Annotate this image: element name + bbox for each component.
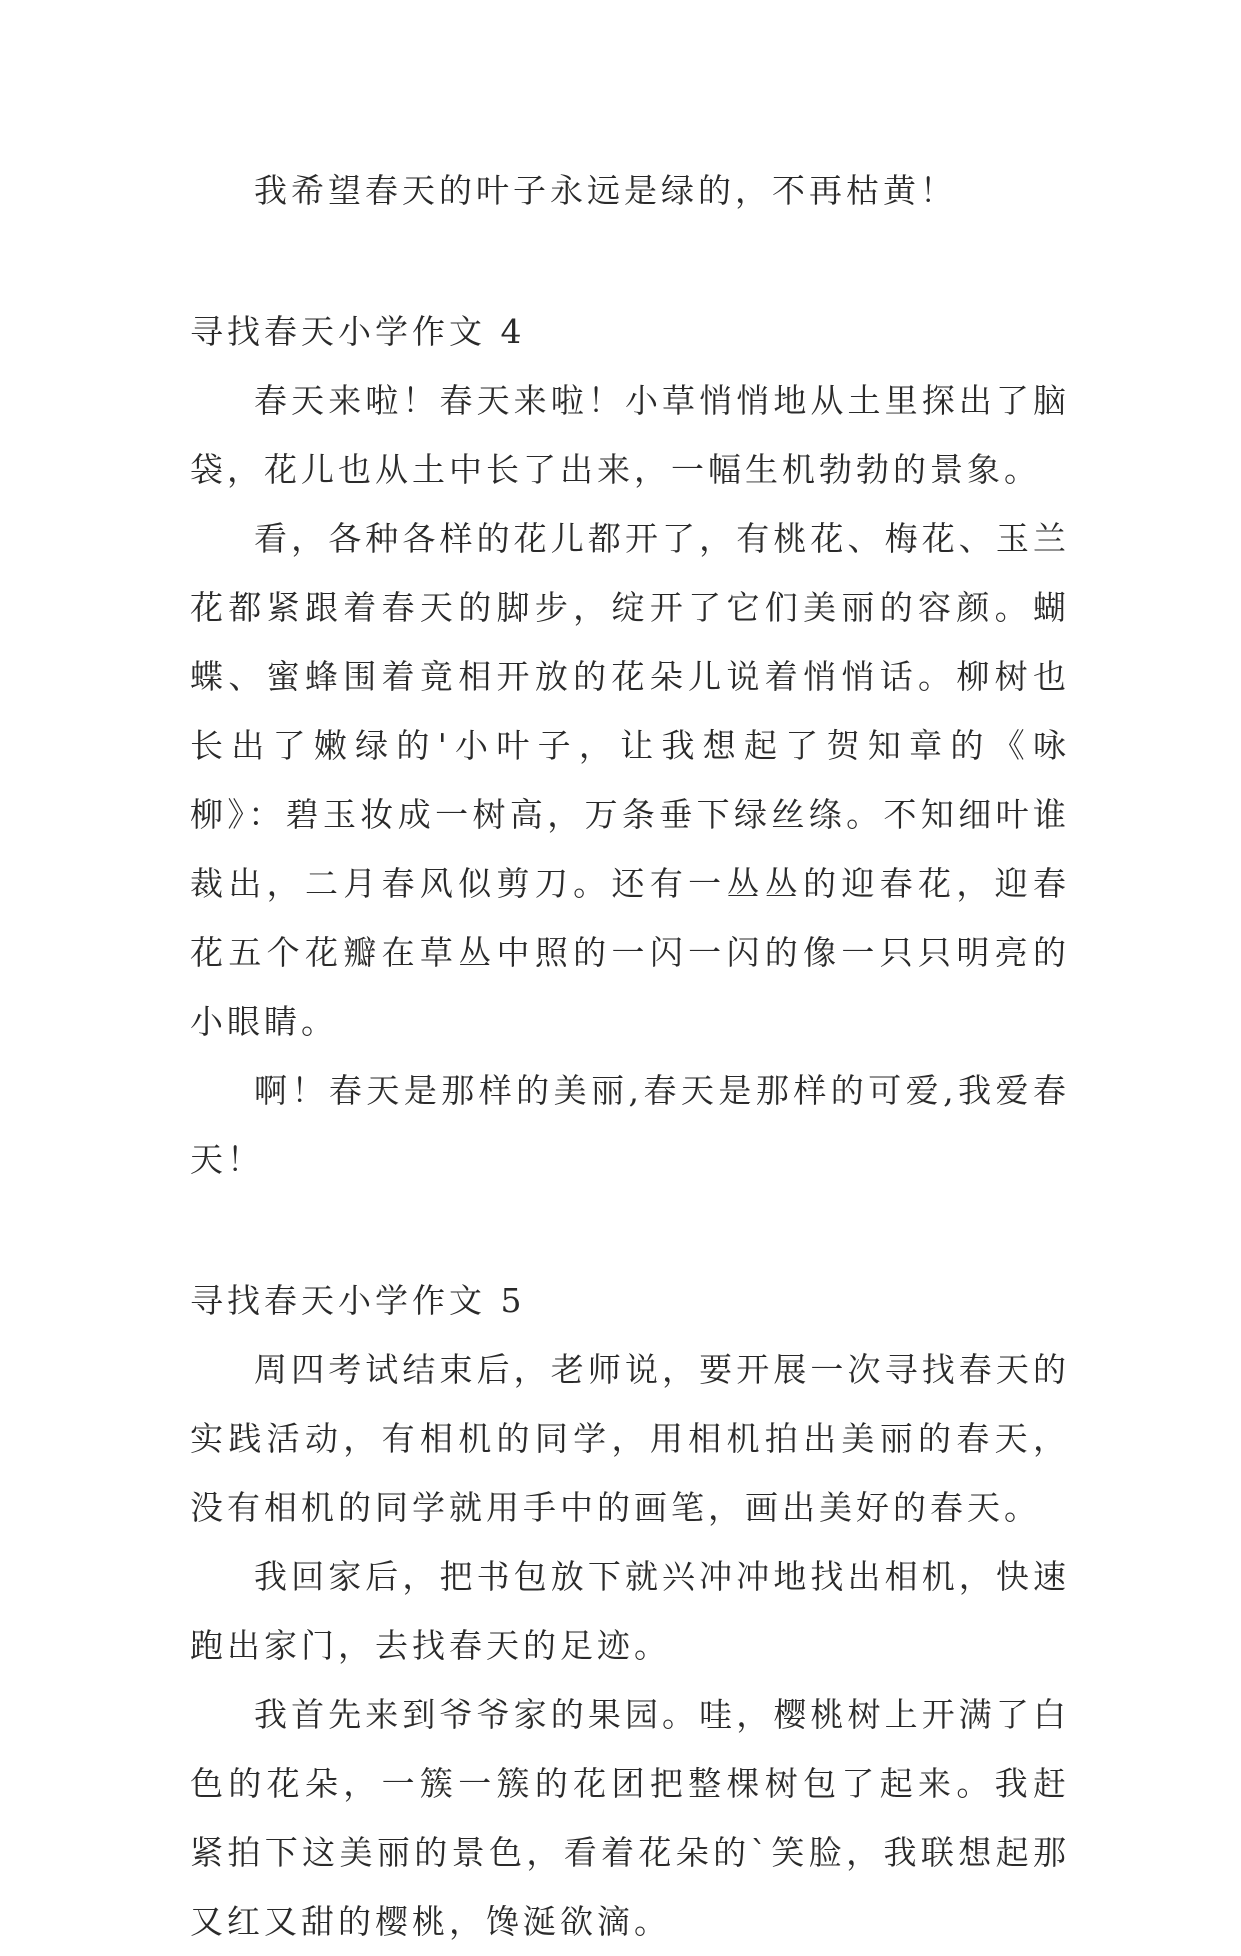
paragraph: 春天来啦！春天来啦！小草悄悄地从土里探出了脑袋，花儿也从土中长了出来，一幅生机勃勃的景象。 [190, 381, 1070, 489]
section-heading: 寻找春天小学作文 4 [190, 312, 526, 351]
section-4 [190, 297, 1070, 1194]
section-gap [190, 1194, 1070, 1266]
paragraph: 我希望春天的叶子永远是绿的，不再枯黄！ [254, 171, 957, 210]
section-5 [190, 1266, 1070, 1956]
section-heading: 寻找春天小学作文 5 [190, 1281, 526, 1320]
document-body [190, 156, 1070, 1956]
paragraph: 看，各种各样的花儿都开了，有桃花、梅花、玉兰花都紧跟着春天的脚步，绽开了它们美丽的容颜。蝴蝶、蜜蜂围着竟相开放的花朵儿说着悄悄话。柳树也长出了嫩绿的'小叶子，让我想起了贺知章的《咏柳》：碧玉妆成一树高，万条垂下绿丝绦。不知细叶谁裁出，二月春风似剪刀。还有一丛丛的迎春花，迎春花五个花瓣在草丛中照的一闪一闪的像一只只明亮的小眼睛。 [190, 519, 1070, 1041]
section-gap [190, 225, 1070, 297]
paragraph: 周四考试结束后，老师说，要开展一次寻找春天的实践活动，有相机的同学，用相机拍出美丽的春天，没有相机的同学就用手中的画笔，画出美好的春天。 [190, 1350, 1070, 1527]
paragraph: 我首先来到爷爷家的果园。哇，樱桃树上开满了白色的花朵，一簇一簇的花团把整棵树包了起来。我赶紧拍下这美丽的景色，看着花朵的`笑脸，我联想起那又红又甜的樱桃，馋涎欲滴。 [190, 1695, 1070, 1941]
paragraph: 啊！春天是那样的美丽,春天是那样的可爱,我爱春天！ [190, 1071, 1070, 1179]
paragraph: 我回家后，把书包放下就兴冲冲地找出相机，快速跑出家门，去找春天的足迹。 [190, 1557, 1070, 1665]
